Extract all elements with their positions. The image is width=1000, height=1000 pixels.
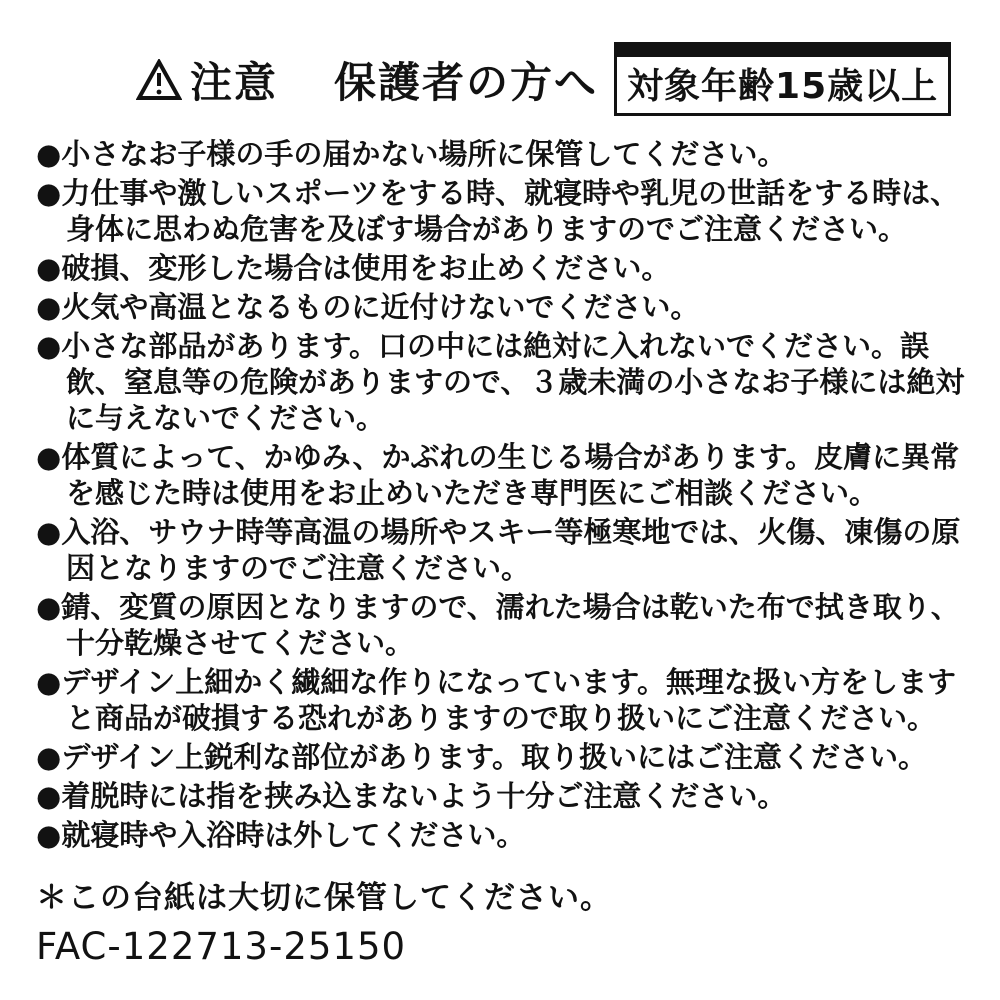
- bullet-icon: ●: [36, 818, 62, 852]
- warning-item: [36, 589, 970, 661]
- warning-item: [36, 136, 970, 172]
- age-restriction-box: 対象年齢15歳以上: [614, 44, 951, 116]
- header: [0, 0, 1000, 116]
- warning-item: [36, 817, 970, 853]
- warning-text: デザイン上細かく繊細な作りになっています。無理な扱い方をしますと商品が破損する恐れがありますので取り扱いにご注意ください。: [61, 665, 956, 735]
- bullet-icon: ●: [36, 590, 62, 624]
- warning-text: 体質によって、かゆみ、かぶれの生じる場合があります。皮膚に異常を感じた時は使用をお止めいただき専門医にご相談ください。: [61, 440, 960, 510]
- warning-text: 着脱時には指を挟み込まないよう十分ご注意ください。: [61, 779, 787, 813]
- warning-item: [36, 664, 970, 736]
- bullet-icon: ●: [36, 665, 62, 699]
- warning-item: [36, 778, 970, 814]
- product-code: FAC-122713-25150: [36, 925, 407, 968]
- bullet-icon: ●: [36, 137, 62, 171]
- page-title: 注意: [190, 58, 279, 107]
- bullet-icon: ●: [36, 290, 62, 324]
- bullet-icon: ●: [36, 440, 62, 474]
- warning-text: 錆、変質の原因となりますので、濡れた場合は乾いた布で拭き取り、十分乾燥させてください。: [61, 590, 960, 660]
- warning-item: [36, 328, 970, 436]
- warning-text: 破損、変形した場合は使用をお止めください。: [61, 251, 671, 285]
- warning-item: [36, 739, 970, 775]
- bullet-icon: ●: [36, 515, 62, 549]
- warning-item: [36, 175, 970, 247]
- warning-text: 小さなお子様の手の届かない場所に保管してください。: [61, 137, 787, 171]
- warning-text: デザイン上鋭利な部位があります。取り扱いにはご注意ください。: [61, 740, 927, 774]
- bullet-icon: ●: [36, 251, 62, 285]
- warning-item: [36, 439, 970, 511]
- warning-text: 小さな部品があります。口の中には絶対に入れないでください。誤飲、窒息等の危険がありますので、３歳未満の小さなお子様には絶対に与えないでください。: [61, 329, 965, 435]
- audience-label: 保護者の方へ: [334, 58, 599, 107]
- warning-item: [36, 250, 970, 286]
- warning-item: [36, 289, 970, 325]
- bullet-icon: ●: [36, 779, 62, 813]
- warning-text: 就寝時や入浴時は外してください。: [61, 818, 526, 852]
- warning-text: 火気や高温となるものに近付けないでください。: [61, 290, 700, 324]
- warning-triangle-icon: [136, 59, 182, 101]
- bullet-icon: ●: [36, 176, 62, 210]
- bullet-icon: ●: [36, 329, 62, 363]
- warning-list: [36, 136, 970, 853]
- warning-text: 力仕事や激しいスポーツをする時、就寝時や乳児の世話をする時は、身体に思わぬ危害を及ぼす場合がありますのでご注意ください。: [61, 176, 960, 246]
- warning-text: 入浴、サウナ時等高温の場所やスキー等極寒地では、火傷、凍傷の原因となりますのでご注意ください。: [61, 515, 961, 585]
- keep-card-note: ＊この台紙は大切に保管してください。: [36, 880, 612, 916]
- warning-item: [36, 514, 970, 586]
- bullet-icon: ●: [36, 740, 62, 774]
